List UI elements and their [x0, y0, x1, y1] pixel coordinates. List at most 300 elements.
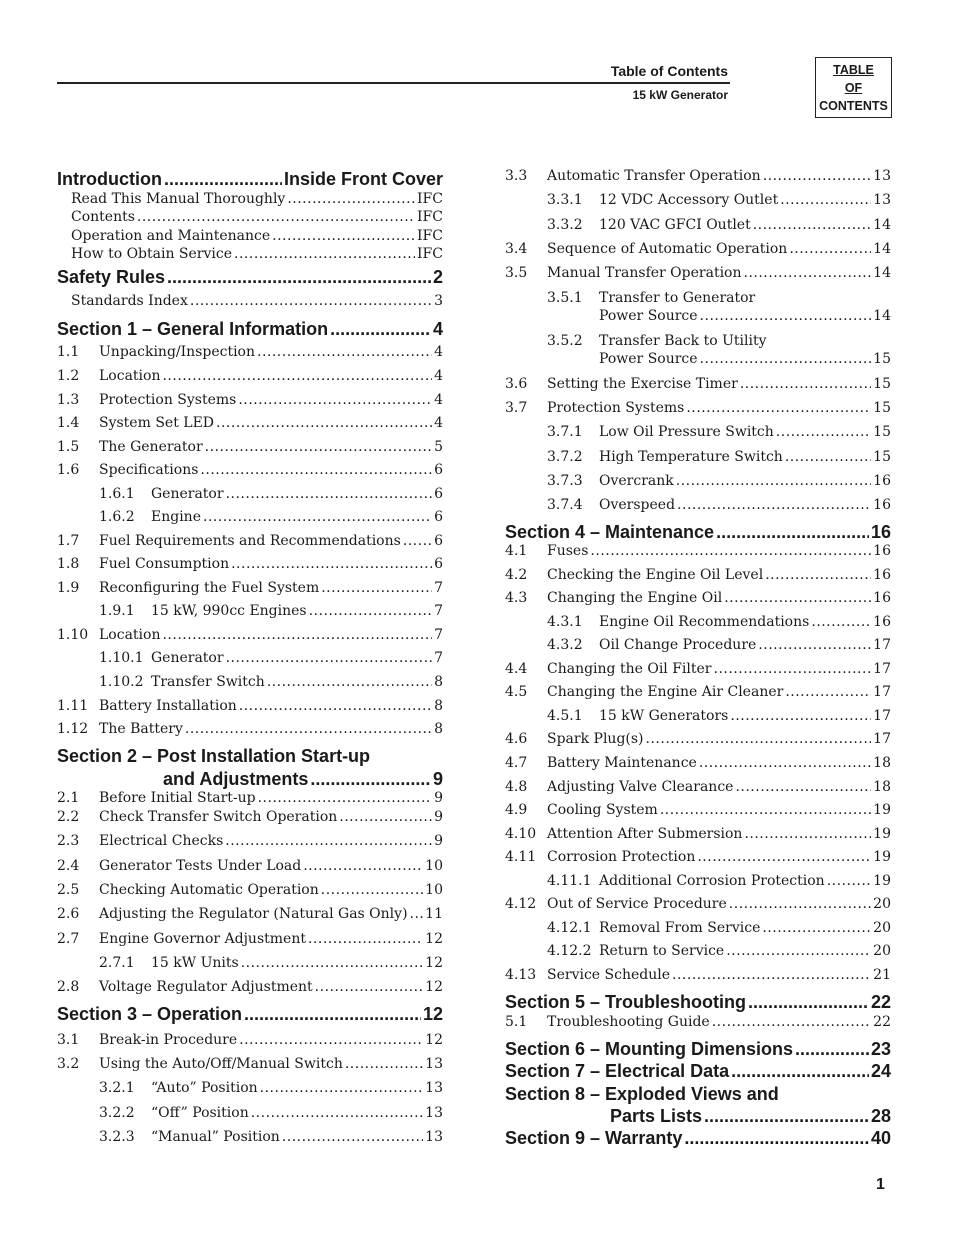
toc-entry-title: How to Obtain Service — [71, 246, 233, 262]
toc-entry-number: 1.1 — [57, 344, 80, 360]
toc-entry-page: 16 — [870, 522, 891, 542]
toc-entry-page: 16 — [873, 473, 891, 489]
toc-entry-title: The Generator — [99, 439, 203, 455]
toc-entry-title: Battery Installation — [99, 698, 237, 714]
toc-entry-number: 4.6 — [505, 731, 528, 747]
toc-entry-title: Check Transfer Switch Operation — [99, 809, 338, 825]
toc-entry-title: Section 4 – Maintenance — [505, 522, 715, 542]
dot-leader — [205, 438, 432, 456]
toc-entry-title: Engine Oil Recommendations — [599, 614, 810, 630]
toc-entry — [57, 367, 443, 385]
toc-entry-number: 4.2 — [505, 567, 528, 583]
toc-entry-number: 1.6.1 — [99, 486, 135, 502]
dot-leader — [282, 1128, 423, 1146]
dot-leader — [330, 318, 431, 340]
dot-leader — [231, 555, 432, 573]
dot-leader — [686, 399, 871, 417]
toc-entry-number: 3.2 — [57, 1056, 80, 1072]
toc-entry — [505, 754, 891, 772]
toc-entry-number: 4.7 — [505, 755, 528, 771]
dot-leader — [225, 832, 432, 850]
toc-entry-number: 4.9 — [505, 802, 528, 818]
dot-leader — [811, 613, 871, 631]
toc-entry-title: Corrosion Protection — [547, 849, 696, 865]
toc-entry-title: System Set LED — [99, 415, 215, 431]
dot-leader — [310, 768, 431, 790]
toc-entry-number: 2.6 — [57, 906, 80, 922]
dot-leader — [303, 857, 423, 875]
toc-entry-title: Checking the Engine Oil Level — [547, 567, 764, 583]
toc-entry — [57, 485, 443, 503]
toc-entry-title: Changing the Oil Filter — [547, 661, 712, 677]
toc-entry-page: 20 — [873, 896, 891, 912]
toc-entry-page: 19 — [873, 802, 891, 818]
toc-entry-title: 15 kW Units — [151, 955, 239, 971]
dot-leader — [827, 872, 871, 890]
toc-entry-page: 21 — [873, 967, 891, 983]
toc-entry-title: Power Source — [599, 308, 698, 324]
toc-entry — [505, 1083, 891, 1105]
toc-entry — [505, 264, 891, 282]
toc-entry-number: 2.2 — [57, 809, 80, 825]
toc-entry-page: 12 — [425, 931, 443, 947]
toc-entry — [505, 848, 891, 866]
toc-entry-page: 16 — [873, 590, 891, 606]
toc-entry-title: Overcrank — [599, 473, 674, 489]
toc-entry-page: 8 — [434, 674, 443, 690]
toc-entry — [57, 579, 443, 597]
toc-entry — [57, 954, 443, 972]
tab-line-2: OF — [844, 80, 863, 95]
toc-entry — [57, 1128, 443, 1146]
toc-entry-page: 13 — [425, 1105, 443, 1121]
toc-entry-number: 4.12.1 — [547, 920, 592, 936]
dot-leader — [731, 1060, 869, 1082]
dot-leader — [744, 264, 872, 282]
dot-leader — [684, 1127, 869, 1149]
toc-entry-page: 7 — [434, 603, 443, 619]
toc-entry-number: 4.10 — [505, 826, 537, 842]
toc-entry-page: 15 — [873, 400, 891, 416]
toc-entry-number: 2.7 — [57, 931, 80, 947]
toc-entry-title: Generator — [151, 486, 224, 502]
toc-entry — [505, 496, 891, 514]
toc-entry — [57, 555, 443, 573]
dot-leader — [267, 673, 432, 691]
toc-entry-title: Unpacking/Inspection — [99, 344, 255, 360]
toc-entry — [505, 872, 891, 890]
toc-entry-number: 3.5 — [505, 265, 528, 281]
toc-entry-title: Engine Governor Adjustment — [99, 931, 306, 947]
toc-entry-number: 1.4 — [57, 415, 80, 431]
toc-entry — [57, 461, 443, 479]
dot-leader — [590, 542, 871, 560]
toc-entry-page: 12 — [425, 1032, 443, 1048]
dot-leader — [730, 707, 871, 725]
dot-leader — [226, 649, 433, 667]
toc-entry-page: 13 — [873, 168, 891, 184]
toc-entry — [505, 240, 891, 258]
toc-entry-page: 22 — [873, 1014, 891, 1030]
toc-entry — [57, 905, 443, 923]
toc-entry-number: 1.9.1 — [99, 603, 135, 619]
toc-entry — [505, 730, 891, 748]
toc-entry — [505, 778, 891, 796]
toc-entry — [505, 919, 891, 937]
dot-leader — [726, 942, 871, 960]
toc-entry-page: 6 — [434, 556, 443, 572]
toc-entry-title: Engine — [151, 509, 201, 525]
dot-leader — [646, 730, 872, 748]
toc-entry-title: Changing the Engine Air Cleaner — [547, 684, 784, 700]
header-rule — [57, 82, 730, 84]
dot-leader — [763, 167, 871, 185]
toc-entry-number: 4.3.1 — [547, 614, 583, 630]
toc-entry-number: 4.12 — [505, 896, 537, 912]
toc-entry — [57, 789, 443, 807]
dot-leader — [321, 579, 432, 597]
toc-entry-page: 23 — [870, 1039, 891, 1059]
dot-leader — [780, 191, 871, 209]
toc-entry-page: 17 — [873, 661, 891, 677]
toc-entry-number: 3.2.1 — [99, 1080, 135, 1096]
toc-entry-title: Section 6 – Mounting Dimensions — [505, 1039, 794, 1059]
toc-entry-number: 3.2.3 — [99, 1129, 135, 1145]
toc-entry-page: Inside Front Cover — [283, 169, 443, 189]
toc-entry-page: 14 — [873, 265, 891, 281]
toc-entry — [57, 881, 443, 899]
toc-entry-number: 3.3 — [505, 168, 528, 184]
toc-entry-title: Section 9 – Warranty — [505, 1128, 683, 1148]
toc-entry — [505, 895, 891, 913]
toc-entry-page: 14 — [873, 241, 891, 257]
dot-leader — [748, 991, 869, 1013]
toc-entry-title: Fuses — [547, 543, 589, 559]
toc-entry — [505, 289, 891, 307]
toc-entry-page: 10 — [425, 858, 443, 874]
toc-entry-page: 19 — [873, 849, 891, 865]
toc-entry — [505, 399, 891, 417]
toc-entry — [505, 332, 891, 350]
toc-entry — [57, 649, 443, 667]
toc-entry-page: 4 — [434, 415, 443, 431]
toc-entry-page: 40 — [870, 1128, 891, 1148]
toc-entry-title: Adjusting the Regulator (Natural Gas Only) — [99, 906, 408, 922]
toc-entry-title: The Battery — [99, 721, 183, 737]
dot-leader — [765, 566, 871, 584]
toc-entry-number: 4.3 — [505, 590, 528, 606]
dot-leader — [216, 414, 432, 432]
dot-leader — [164, 168, 282, 190]
dot-leader — [260, 1079, 424, 1097]
toc-entry-title: Break-in Procedure — [99, 1032, 238, 1048]
toc-entry-title: 15 kW, 990cc Engines — [151, 603, 307, 619]
toc-entry-page: 17 — [873, 684, 891, 700]
dot-leader — [403, 532, 432, 550]
toc-entry — [505, 1038, 891, 1060]
toc-entry-number: 3.5.2 — [547, 333, 583, 349]
toc-entry-title: Automatic Transfer Operation — [547, 168, 761, 184]
toc-entry — [57, 318, 443, 340]
dot-leader — [339, 808, 432, 826]
toc-entry — [57, 832, 443, 850]
toc-entry — [57, 190, 443, 208]
toc-entry-title: Battery Maintenance — [547, 755, 697, 771]
toc-entry-number: 2.5 — [57, 882, 80, 898]
toc-entry-page: 18 — [873, 755, 891, 771]
toc-entry — [505, 375, 891, 393]
dot-leader — [257, 343, 432, 361]
toc-entry-page: 3 — [434, 293, 443, 309]
toc-entry-title: Location — [99, 368, 161, 384]
toc-entry-page: 15 — [873, 449, 891, 465]
toc-entry — [57, 745, 443, 767]
toc-entry-page: 19 — [873, 826, 891, 842]
toc-entry — [57, 391, 443, 409]
toc-entry-number: 4.11.1 — [547, 873, 592, 889]
toc-entry-title: High Temperature Switch — [599, 449, 783, 465]
toc-entry — [505, 307, 891, 325]
toc-entry-title: Introduction — [57, 169, 162, 189]
toc-entry-title: Low Oil Pressure Switch — [599, 424, 774, 440]
toc-entry-title: Section 2 – Post Installation Start-up — [57, 746, 371, 766]
toc-entry — [57, 1003, 443, 1025]
toc-entry-title: 15 kW Generators — [599, 708, 729, 724]
dot-leader — [785, 683, 871, 701]
toc-entry-title: Generator — [151, 650, 224, 666]
toc-entry — [57, 978, 443, 996]
tab-line-3: CONTENTS — [819, 98, 888, 113]
dot-leader — [321, 881, 423, 899]
toc-entry-title: Setting the Exercise Timer — [547, 376, 738, 392]
toc-entry — [505, 472, 891, 490]
toc-entry — [57, 1079, 443, 1097]
toc-entry-page: 12 — [425, 979, 443, 995]
toc-entry-number: 3.4 — [505, 241, 528, 257]
toc-entry-page: 16 — [873, 614, 891, 630]
dot-leader — [677, 496, 871, 514]
dot-leader — [716, 521, 869, 543]
toc-entry-page: 7 — [434, 580, 443, 596]
toc-entry-page: 4 — [434, 344, 443, 360]
toc-entry-title: Service Schedule — [547, 967, 671, 983]
toc-entry — [505, 167, 891, 185]
dot-leader — [785, 448, 871, 466]
toc-entry — [57, 857, 443, 875]
toc-entry-title: Sequence of Automatic Operation — [547, 241, 788, 257]
toc-entry-page: 9 — [434, 809, 443, 825]
toc-entry-number: 3.5.1 — [547, 290, 583, 306]
toc-entry-title: Voltage Regulator Adjustment — [99, 979, 313, 995]
toc-entry-number: 1.10.1 — [99, 650, 144, 666]
toc-entry-title: “Manual” Position — [151, 1129, 280, 1145]
toc-entry-title: Section 1 – General Information — [57, 319, 329, 339]
toc-entry-page: IFC — [417, 228, 443, 244]
toc-entry-number: 3.7.2 — [547, 449, 583, 465]
toc-entry — [505, 707, 891, 725]
toc-entry-title: Contents — [71, 209, 135, 225]
dot-leader — [740, 375, 871, 393]
toc-entry-page: 14 — [873, 217, 891, 233]
dot-leader — [699, 754, 871, 772]
toc-entry-title: Electrical Checks — [99, 833, 224, 849]
toc-entry — [57, 602, 443, 620]
toc-entry-page: 13 — [873, 192, 891, 208]
toc-entry — [505, 423, 891, 441]
toc-entry-title: Out of Service Procedure — [547, 896, 727, 912]
dot-leader — [238, 391, 432, 409]
toc-entry-title: Read This Manual Thoroughly — [71, 191, 286, 207]
toc-entry-number: 4.5 — [505, 684, 528, 700]
toc-entry-title: Section 7 – Electrical Data — [505, 1061, 730, 1081]
dot-leader — [309, 602, 432, 620]
page-number: 1 — [876, 1176, 885, 1193]
toc-entry — [505, 613, 891, 631]
toc-entry-page: 15 — [873, 351, 891, 367]
toc-entry — [57, 673, 443, 691]
toc-entry — [505, 542, 891, 560]
toc-entry-title: Location — [99, 627, 161, 643]
toc-entry-number: 1.10.2 — [99, 674, 144, 690]
toc-entry-page: 16 — [873, 543, 891, 559]
toc-entry-page: 19 — [873, 873, 891, 889]
toc-entry-number: 3.2.2 — [99, 1105, 135, 1121]
dot-leader — [697, 848, 871, 866]
toc-entry-page: 8 — [434, 698, 443, 714]
toc-entry-number: 3.7.4 — [547, 497, 583, 513]
toc-entry-title: Specifications — [99, 462, 199, 478]
toc-entry-number: 4.12.2 — [547, 943, 592, 959]
toc-entry-page: 17 — [873, 731, 891, 747]
toc-entry-title: Protection Systems — [547, 400, 685, 416]
toc-entry-title: Removal From Service — [599, 920, 761, 936]
toc-entry-title: and Adjustments — [163, 769, 309, 789]
toc-entry-page: 9 — [434, 833, 443, 849]
toc-entry-title: Protection Systems — [99, 392, 237, 408]
toc-entry-title: Fuel Requirements and Recommendations — [99, 533, 401, 549]
toc-entry-title: Safety Rules — [57, 267, 166, 287]
dot-leader — [287, 190, 415, 208]
toc-entry — [505, 660, 891, 678]
toc-entry-number: 2.1 — [57, 790, 80, 806]
dot-leader — [200, 461, 432, 479]
toc-entry-page: 9 — [434, 790, 443, 806]
toc-entry-page: 6 — [434, 533, 443, 549]
dot-leader — [239, 697, 432, 715]
toc-entry-number: 2.8 — [57, 979, 80, 995]
toc-entry-page: 14 — [873, 308, 891, 324]
toc-entry-title: 120 VAC GFCI Outlet — [599, 217, 751, 233]
header-subtitle: 15 kW Generator — [632, 88, 728, 102]
toc-entry — [505, 1060, 891, 1082]
toc-entry-page: 15 — [873, 424, 891, 440]
toc-entry — [57, 768, 443, 790]
toc-entry-number: 4.5.1 — [547, 708, 583, 724]
toc-entry-number: 1.3 — [57, 392, 80, 408]
toc-entry — [57, 930, 443, 948]
toc-entry-title: Transfer Back to Utility — [599, 333, 767, 349]
toc-entry-number: 1.5 — [57, 439, 80, 455]
toc-entry-title: Changing the Engine Oil — [547, 590, 723, 606]
toc-entry-number: 3.1 — [57, 1032, 80, 1048]
dot-leader — [729, 895, 871, 913]
toc-entry-number: 1.2 — [57, 368, 80, 384]
dot-leader — [724, 589, 871, 607]
toc-entry — [57, 532, 443, 550]
toc-entry — [57, 1031, 443, 1049]
dot-leader — [758, 636, 871, 654]
toc-entry-number: 1.11 — [57, 698, 89, 714]
dot-leader — [203, 508, 432, 526]
toc-entry-page: 17 — [873, 637, 891, 653]
dot-leader — [190, 292, 432, 310]
toc-entry — [505, 216, 891, 234]
toc-entry-title: Transfer Switch — [151, 674, 265, 690]
dot-leader — [308, 930, 423, 948]
dot-leader — [744, 825, 871, 843]
toc-entry-title: 12 VDC Accessory Outlet — [599, 192, 779, 208]
toc-entry-number: 1.6 — [57, 462, 80, 478]
toc-entry — [505, 801, 891, 819]
toc-entry-page: 7 — [434, 650, 443, 666]
toc-entry-title: Manual Transfer Operation — [547, 265, 742, 281]
toc-entry-number: 1.9 — [57, 580, 80, 596]
dot-leader — [753, 216, 871, 234]
dot-leader — [185, 720, 432, 738]
toc-entry — [505, 448, 891, 466]
toc-entry-page: 15 — [873, 376, 891, 392]
toc-entry-page: 20 — [873, 943, 891, 959]
toc-entry — [505, 1013, 891, 1031]
toc-entry-number: 5.1 — [505, 1014, 528, 1030]
dot-leader — [789, 240, 871, 258]
dot-leader — [244, 1003, 421, 1025]
toc-entry — [57, 292, 443, 310]
dot-leader — [762, 919, 871, 937]
toc-entry-page: 4 — [432, 319, 443, 339]
toc-entry — [505, 966, 891, 984]
toc-entry-title: Additional Corrosion Protection — [599, 873, 825, 889]
dot-leader — [795, 1038, 869, 1060]
toc-entry-page: 5 — [434, 439, 443, 455]
dot-leader — [258, 789, 432, 807]
toc-entry-page: 20 — [873, 920, 891, 936]
toc-entry-page: 6 — [434, 462, 443, 478]
toc-entry-title: Section 3 – Operation — [57, 1004, 243, 1024]
header-title: Table of Contents — [610, 63, 728, 79]
toc-entry-title: Power Source — [599, 351, 698, 367]
toc-entry-title: Return to Service — [599, 943, 725, 959]
dot-leader — [315, 978, 424, 996]
toc-entry-number: 1.10 — [57, 627, 89, 643]
toc-entry — [505, 942, 891, 960]
toc-entry-number: 1.12 — [57, 721, 89, 737]
dot-leader — [234, 245, 415, 263]
dot-leader — [345, 1055, 423, 1073]
toc-entry-title: Standards Index — [71, 293, 188, 309]
dot-leader — [226, 485, 433, 503]
toc-entry-page: 11 — [425, 906, 443, 922]
toc-entry-page: 24 — [870, 1061, 891, 1081]
dot-leader — [700, 350, 872, 368]
toc-entry-number: 3.6 — [505, 376, 528, 392]
toc-entry-number: 1.6.2 — [99, 509, 135, 525]
toc-entry-title: Fuel Consumption — [99, 556, 230, 572]
toc-entry-title: Oil Change Procedure — [599, 637, 757, 653]
toc-entry — [505, 636, 891, 654]
dot-leader — [700, 307, 872, 325]
toc-entry-number: 1.7 — [57, 533, 80, 549]
